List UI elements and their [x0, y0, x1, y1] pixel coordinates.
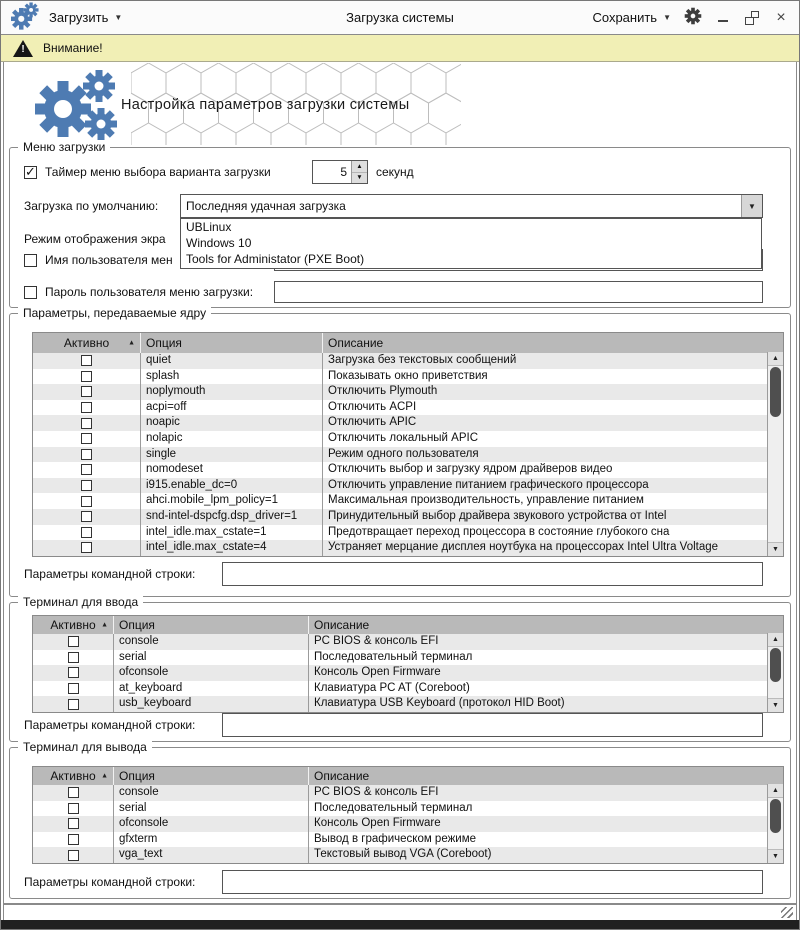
scroll-down-icon[interactable]: ▼ [768, 849, 783, 863]
column-header-option[interactable]: Опция [141, 333, 323, 353]
row-active-checkbox[interactable] [68, 652, 79, 663]
checkbox-cell [33, 681, 114, 697]
column-header-option[interactable]: Опция [114, 767, 309, 785]
checkbox-cell [33, 785, 114, 801]
row-active-checkbox[interactable] [81, 511, 92, 522]
minimize-icon[interactable] [715, 10, 731, 26]
row-active-checkbox[interactable] [68, 803, 79, 814]
row-active-checkbox[interactable] [81, 402, 92, 413]
table-row[interactable] [33, 650, 767, 666]
option-cell: console [114, 634, 309, 650]
input-terminal-section [9, 595, 791, 742]
row-active-checkbox[interactable] [68, 818, 79, 829]
row-active-checkbox[interactable] [68, 787, 79, 798]
description-cell: Показывать окно приветствия [328, 369, 488, 382]
input-terminal-cmdline-input[interactable] [222, 713, 763, 737]
description-cell: Консоль Open Firmware [314, 666, 441, 679]
spin-up-icon[interactable]: ▲ [356, 162, 363, 170]
description-cell: Клавиатура PC AT (Coreboot) [314, 681, 470, 694]
description-cell: Последовательный терминал [314, 650, 473, 663]
option-cell: nomodeset [141, 462, 323, 478]
table-body [33, 634, 767, 712]
table-row[interactable] [33, 493, 767, 509]
checkbox-cell [33, 400, 141, 416]
checkbox-cell [33, 415, 141, 431]
boot-options-dropdown [180, 218, 762, 269]
checkbox-cell [33, 525, 141, 541]
chevron-down-icon: ▼ [663, 12, 671, 22]
timer-value[interactable]: 5 [340, 165, 347, 179]
checkbox-cell [33, 353, 141, 369]
boot-menu-section [9, 140, 791, 308]
checkbox-cell [33, 431, 141, 447]
description-cell: Отключить APIC [328, 416, 417, 429]
description-cell: Отключить управление питанием графического процессора [328, 478, 649, 491]
table-row[interactable] [33, 665, 767, 681]
checkbox-cell [33, 665, 114, 681]
description-cell: Вывод в графическом режиме [314, 832, 477, 845]
description-cell: Максимальная производительность, управление питанием [328, 494, 644, 507]
cmdline-label: Параметры командной строки: [24, 718, 196, 732]
table-body [33, 785, 767, 863]
vertical-scrollbar[interactable] [767, 784, 783, 863]
checkbox-cell [33, 832, 114, 848]
timer-checkbox[interactable] [24, 163, 37, 179]
row-active-checkbox[interactable] [68, 834, 79, 845]
save-button[interactable] [592, 10, 671, 25]
timer-label: Таймер меню выбора варианта загрузки [45, 165, 271, 179]
table-row[interactable] [33, 431, 767, 447]
checkbox-cell [33, 847, 114, 863]
section-legend: Параметры, передаваемые ядру [18, 306, 211, 321]
scroll-down-icon[interactable]: ▼ [768, 542, 783, 556]
option-cell: noplymouth [141, 384, 323, 400]
settings-gear-icon[interactable] [684, 7, 702, 28]
output-terminal-cmdline-input[interactable] [222, 870, 763, 894]
combobox-arrow-button[interactable] [741, 195, 762, 217]
option-cell: console [114, 785, 309, 801]
option-cell: ahci.mobile_lpm_policy=1 [141, 493, 323, 509]
banner-title: Настройка параметров загрузки системы [121, 97, 410, 113]
timer-spinner[interactable] [312, 160, 368, 184]
table-row[interactable] [33, 681, 767, 697]
chevron-down-icon: ▼ [114, 12, 123, 22]
sort-asc-icon: ▲ [101, 772, 108, 780]
description-cell: Устраняет мерцание дисплея ноутбука на процессорах Intel Ultra Voltage [328, 541, 719, 554]
kernel-cmdline-input[interactable] [222, 562, 763, 586]
option-cell: intel_idle.max_cstate=1 [141, 525, 323, 541]
row-active-checkbox[interactable] [81, 527, 92, 538]
table-body [33, 353, 767, 556]
section-legend: Меню загрузки [18, 140, 110, 155]
checkbox-cell [33, 650, 114, 666]
table-row[interactable] [33, 540, 767, 556]
chevron-down-icon: ▼ [748, 201, 756, 211]
dropdown-option[interactable]: UBLinux [186, 220, 232, 234]
description-cell: Текстовый вывод VGA (Coreboot) [314, 848, 492, 861]
description-cell: Последовательный терминал [314, 801, 473, 814]
option-cell: ofconsole [114, 816, 309, 832]
description-cell: Загрузка без текстовых сообщений [328, 354, 517, 366]
table-row[interactable] [33, 478, 767, 494]
close-icon[interactable]: × [776, 8, 786, 26]
row-active-checkbox[interactable] [68, 850, 79, 861]
row-active-checkbox[interactable] [81, 433, 92, 444]
checkbox-cell [33, 447, 141, 463]
row-active-checkbox[interactable] [81, 418, 92, 429]
scroll-up-icon[interactable]: ▲ [768, 633, 783, 647]
checkbox-cell [33, 696, 114, 712]
option-cell: at_keyboard [114, 681, 309, 697]
option-cell: i915.enable_dc=0 [141, 478, 323, 494]
description-cell: Консоль Open Firmware [314, 817, 441, 830]
table-row[interactable] [33, 447, 767, 463]
table-row[interactable] [33, 801, 767, 817]
gears-logo-icon [29, 69, 119, 144]
description-cell: PC BIOS & консоль EFI [314, 786, 439, 798]
warning-text: Внимание! [43, 41, 103, 55]
description-cell: Предотвращает переход процессора в состояние глубокого сна [328, 525, 670, 538]
password-input[interactable] [274, 281, 763, 303]
row-active-checkbox[interactable] [81, 542, 92, 553]
table-row[interactable] [33, 785, 767, 801]
option-cell: serial [114, 801, 309, 817]
kernel-params-section [9, 306, 791, 597]
output-terminal-section [9, 740, 791, 899]
table-row[interactable] [33, 525, 767, 541]
description-cell: Отключить ACPI [328, 400, 417, 413]
row-active-checkbox[interactable] [81, 386, 92, 397]
restore-icon[interactable] [744, 10, 760, 26]
table-row[interactable] [33, 696, 767, 712]
description-cell: Принудительный выбор драйвера звукового устройства от Intel [328, 509, 667, 522]
scroll-up-icon[interactable]: ▲ [768, 784, 783, 798]
description-cell: Отключить локальный APIC [328, 431, 479, 444]
section-legend: Терминал для вывода [18, 740, 152, 755]
option-cell: single [141, 447, 323, 463]
warning-banner [1, 35, 799, 62]
dropdown-option[interactable]: Tools for Administator (PXE Boot) [186, 252, 365, 267]
input-terminal-table [32, 615, 784, 713]
spinner-buttons [351, 161, 367, 183]
description-cell: PC BIOS & консоль EFI [314, 635, 439, 647]
table-row[interactable] [33, 369, 767, 385]
sort-asc-icon: ▲ [128, 339, 135, 347]
option-cell: vga_text [114, 847, 309, 863]
checkbox-cell [33, 369, 141, 385]
option-cell: nolapic [141, 431, 323, 447]
checkbox-cell [33, 493, 141, 509]
spin-down-icon[interactable]: ▼ [352, 172, 367, 184]
checkbox-cell [33, 634, 114, 650]
table-row[interactable] [33, 832, 767, 848]
dropdown-option[interactable]: Windows 10 [186, 236, 252, 251]
checkbox-cell [33, 478, 141, 494]
toolbar [1, 1, 799, 35]
check-icon: ✓ [25, 163, 36, 179]
table-header [33, 333, 783, 353]
table-row[interactable] [33, 634, 767, 650]
display-mode-label: Режим отображения экра [24, 232, 166, 246]
table-header [33, 767, 783, 785]
description-cell: Клавиатура USB Keyboard (протокол HID Boot) [314, 697, 565, 710]
column-header-active[interactable]: Активно ▲ [33, 767, 114, 785]
username-checkbox[interactable] [24, 254, 37, 267]
checkbox-cell [33, 384, 141, 400]
load-button-label: Загрузить [49, 10, 109, 25]
checkbox-cell [33, 816, 114, 832]
scrollbar-thumb[interactable] [770, 799, 781, 833]
row-active-checkbox[interactable] [68, 636, 79, 647]
cmdline-label: Параметры командной строки: [24, 567, 196, 581]
sort-asc-icon: ▲ [101, 621, 108, 629]
output-terminal-table [32, 766, 784, 864]
password-label: Пароль пользователя меню загрузки: [45, 285, 254, 299]
option-cell: splash [141, 369, 323, 385]
row-active-checkbox[interactable] [68, 699, 79, 710]
description-cell: Отключить Plymouth [328, 385, 438, 398]
window-title: Загрузка системы [346, 10, 454, 25]
scroll-up-icon[interactable]: ▲ [768, 352, 783, 366]
option-cell: noapic [141, 415, 323, 431]
row-active-checkbox[interactable] [81, 464, 92, 475]
table-row[interactable] [33, 353, 767, 369]
description-cell: Режим одного пользователя [328, 447, 479, 460]
timer-unit-label: секунд [376, 165, 414, 179]
username-label: Имя пользователя мен [45, 253, 173, 267]
option-cell: snd-intel-dspcfg.dsp_driver=1 [141, 509, 323, 525]
table-row[interactable] [33, 384, 767, 400]
vertical-scrollbar[interactable] [767, 352, 783, 556]
section-legend: Терминал для ввода [18, 595, 143, 610]
option-cell: quiet [141, 353, 323, 369]
row-active-checkbox[interactable] [81, 371, 92, 382]
description-cell: Отключить выбор и загрузку ядром драйверов видео [328, 463, 613, 476]
vertical-scrollbar[interactable] [767, 633, 783, 712]
combobox-value: Последняя удачная загрузка [186, 199, 346, 213]
resize-grip[interactable] [781, 907, 793, 918]
row-active-checkbox[interactable] [81, 496, 92, 507]
checkbox-cell [33, 462, 141, 478]
kernel-params-table [32, 332, 784, 557]
table-row[interactable] [33, 462, 767, 478]
column-header-description[interactable]: Описание [328, 336, 384, 350]
bottom-bar [1, 920, 799, 929]
checkbox-cell [33, 540, 141, 556]
option-cell: serial [114, 650, 309, 666]
row-active-checkbox[interactable] [81, 449, 92, 460]
checkbox-cell [33, 509, 141, 525]
column-header-active[interactable]: Активно ▲ [33, 333, 141, 353]
column-header-description[interactable]: Описание [314, 618, 370, 632]
option-cell: ofconsole [114, 665, 309, 681]
table-row[interactable] [33, 816, 767, 832]
row-active-checkbox[interactable] [81, 480, 92, 491]
row-active-checkbox[interactable] [68, 683, 79, 694]
default-boot-combobox[interactable] [180, 194, 763, 218]
status-bar [3, 904, 797, 921]
option-cell: intel_idle.max_cstate=4 [141, 540, 323, 556]
save-button-label: Сохранить [592, 10, 658, 25]
password-checkbox[interactable] [24, 286, 37, 299]
default-boot-label: Загрузка по умолчанию: [24, 199, 159, 213]
warning-triangle-icon: ! [13, 40, 33, 57]
cmdline-label: Параметры командной строки: [24, 875, 196, 889]
column-header-description[interactable]: Описание [314, 769, 370, 783]
option-cell: usb_keyboard [114, 696, 309, 712]
table-row[interactable] [33, 400, 767, 416]
scrollbar-thumb[interactable] [770, 367, 781, 417]
table-row[interactable] [33, 415, 767, 431]
scrollbar-thumb[interactable] [770, 648, 781, 682]
table-row[interactable] [33, 509, 767, 525]
row-active-checkbox[interactable] [81, 355, 92, 366]
table-header [33, 616, 783, 634]
scroll-down-icon[interactable]: ▼ [768, 698, 783, 712]
checkbox-cell [33, 801, 114, 817]
table-row[interactable] [33, 847, 767, 863]
row-active-checkbox[interactable] [68, 667, 79, 678]
column-header-active[interactable]: Активно ▲ [33, 616, 114, 634]
option-cell: gfxterm [114, 832, 309, 848]
option-cell: acpi=off [141, 400, 323, 416]
column-header-option[interactable]: Опция [114, 616, 309, 634]
